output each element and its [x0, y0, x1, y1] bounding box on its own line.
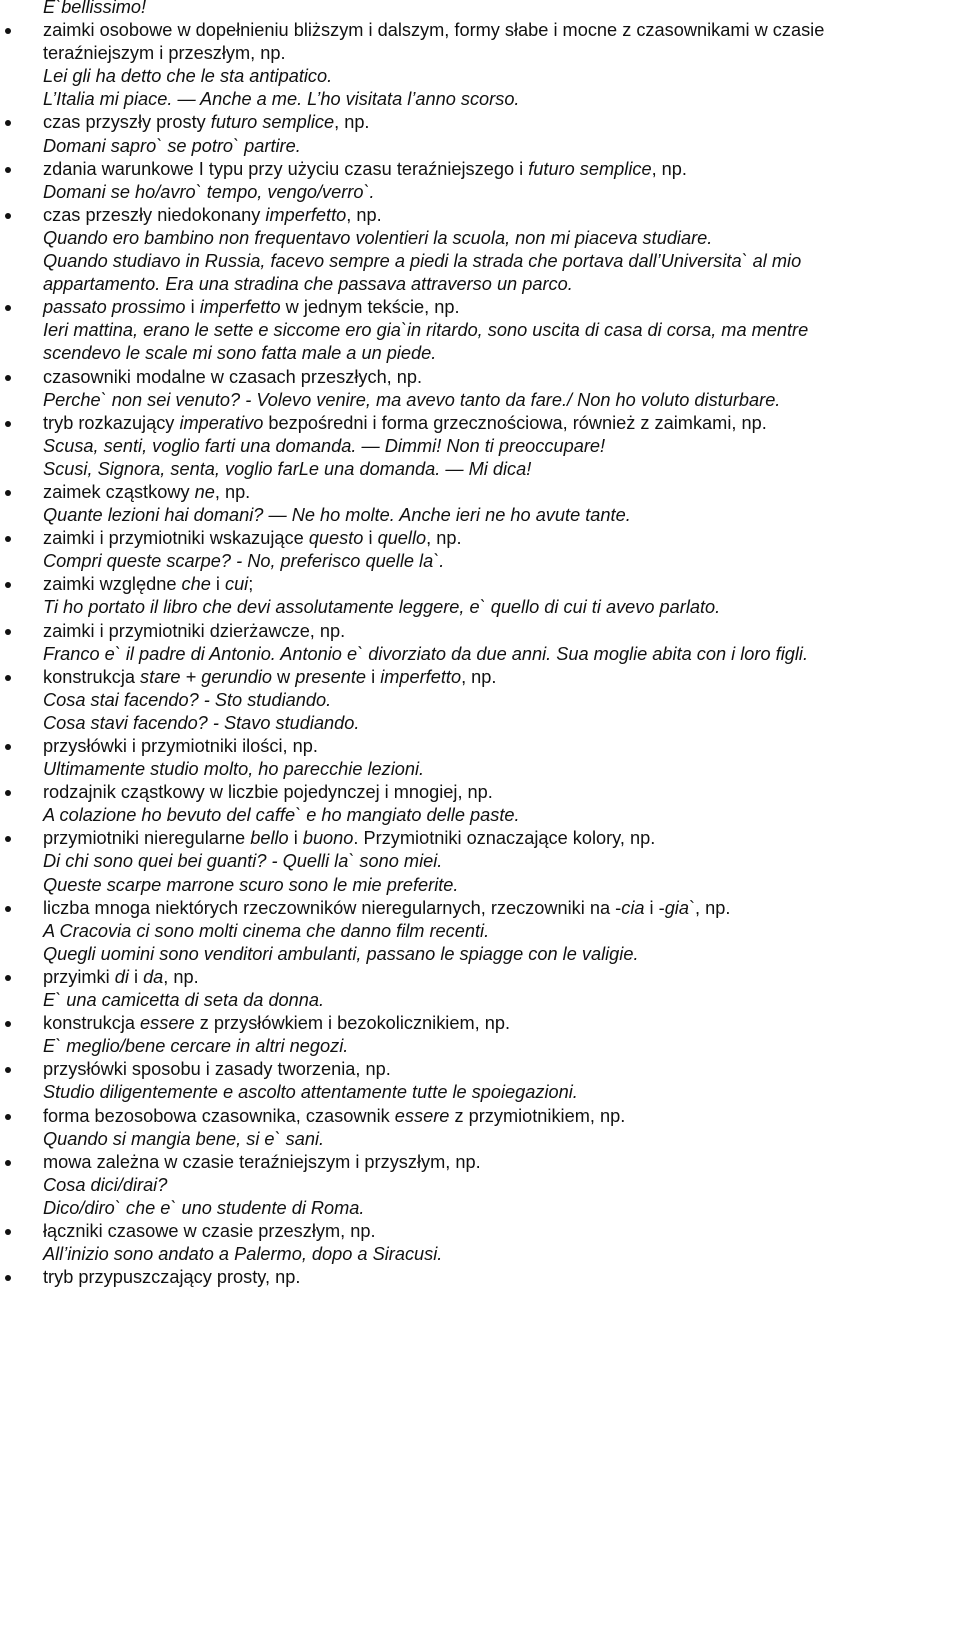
text-segment: przysłówki sposobu i zasady tworzenia, np.	[43, 1059, 391, 1080]
italic-text: Ieri mattina, erano le sette e siccome ero gia`in ritardo, sono uscita di casa di corsa, ma mentre	[43, 320, 809, 341]
bullet-icon	[5, 975, 11, 981]
italic-text: futuro semplice	[528, 158, 652, 179]
text-segment: w jednym tekście, np.	[280, 297, 460, 318]
text-segment: konstrukcja	[43, 1013, 141, 1034]
text-segment: zaimek cząstkowy	[43, 481, 195, 502]
italic-text: Cosa stavi facendo? - Stavo studiando.	[43, 712, 360, 733]
italic-text: cia	[621, 897, 645, 918]
bullet-icon	[5, 120, 11, 126]
italic-text: appartamento. Era una stradina che passava attraverso un parco.	[43, 274, 573, 295]
bullet-icon	[5, 582, 11, 588]
bullet-icon	[5, 906, 11, 912]
text-segment: z przymiotnikiem, np.	[449, 1105, 626, 1126]
text-segment: przyimki	[43, 966, 115, 987]
text-segment: czas przeszły niedokonany	[43, 204, 266, 225]
bullet-icon	[5, 675, 11, 681]
italic-text: Domani se ho/avro` tempo, vengo/verro`.	[43, 181, 375, 202]
bullet-icon	[5, 744, 11, 750]
italic-text: Scusi, Signora, senta, voglio farLe una domanda. — Mi dica!	[43, 458, 532, 479]
bullet-icon	[5, 1067, 11, 1073]
text-segment: ;	[248, 574, 254, 595]
text-segment: , np.	[214, 481, 251, 502]
text-segment: i -	[644, 897, 665, 918]
bullet-icon	[5, 629, 11, 635]
bullet-icon	[5, 1021, 11, 1027]
text-segment: zaimki osobowe w dopełnieniu bliższym i dalszym, formy słabe i mocne z czasownikami w czasie	[43, 20, 825, 41]
text-segment: z przysłówkiem i bezokolicznikiem, np.	[194, 1013, 510, 1034]
italic-text: Domani sapro` se potro` partire.	[43, 135, 301, 156]
text-segment: przymiotniki nieregularne	[43, 828, 251, 849]
bullet-icon	[5, 536, 11, 542]
text-segment: konstrukcja	[43, 666, 141, 687]
text-segment: , np.	[334, 112, 370, 133]
text-segment: tryb rozkazujący	[43, 412, 180, 433]
italic-text: da	[143, 966, 164, 987]
italic-text: bello	[250, 828, 289, 849]
italic-text: Cosa dici/dirai?	[43, 1174, 168, 1195]
italic-text: Quegli uomini sono venditori ambulanti, passano le spiagge con le valigie.	[43, 943, 639, 964]
italic-text: E`bellissimo!	[43, 0, 147, 17]
italic-text: essere	[394, 1105, 450, 1126]
bullet-icon	[5, 790, 11, 796]
italic-text: Studio diligentemente e ascolto attentamente tutte le spoiegazioni.	[43, 1082, 578, 1103]
italic-text: gia	[664, 897, 689, 918]
italic-text: Queste scarpe marrone scuro sono le mie preferite.	[43, 874, 459, 895]
italic-text: presente	[295, 666, 367, 687]
italic-text: Compri queste scarpe? - No, preferisco quelle la`.	[43, 551, 445, 572]
text-segment: i	[185, 297, 200, 318]
text-segment: i	[366, 666, 381, 687]
italic-text: Dico/diro` che e` uno studente di Roma.	[43, 1197, 365, 1218]
italic-text: Lei gli ha detto che le sta antipatico.	[43, 66, 333, 87]
text-segment: i	[128, 966, 144, 987]
text-segment: zaimki i przymiotniki wskazujące	[43, 528, 309, 549]
bullet-icon	[5, 305, 11, 311]
italic-text: imperativo	[179, 412, 264, 433]
italic-text: E` una camicetta di seta da donna.	[43, 990, 325, 1011]
italic-text: quello	[377, 528, 427, 549]
text-segment: , np.	[346, 204, 382, 225]
italic-text: All’inizio sono andato a Palermo, dopo a Siracusi.	[43, 1244, 443, 1265]
text-segment: , np.	[426, 528, 462, 549]
text-segment: forma bezosobowa czasownika, czasownik	[43, 1105, 395, 1126]
bullet-icon	[5, 490, 11, 496]
bullet-icon	[5, 1114, 11, 1120]
italic-text: imperfetto	[265, 204, 347, 225]
text-segment: czasowniki modalne w czasach przeszłych, np.	[43, 366, 423, 387]
italic-text: futuro semplice	[210, 112, 335, 133]
text-segment: zaimki względne	[43, 574, 182, 595]
text-segment: rodzajnik cząstkowy w liczbie pojedynczej i mnogiej, np.	[43, 782, 493, 803]
italic-text: ne	[194, 481, 215, 502]
italic-text: passato prossimo	[43, 297, 186, 318]
text-segment: . Przymiotniki oznaczające kolory, np.	[353, 828, 656, 849]
italic-text: L’Italia mi piace. — Anche a me. L’ho visitata l’anno scorso.	[43, 89, 520, 110]
text-segment: , np.	[163, 966, 199, 987]
text-segment: łączniki czasowe w czasie przeszłym, np.	[43, 1220, 376, 1241]
text-segment: zaimki i przymiotniki dzierżawcze, np.	[43, 620, 346, 641]
text-segment: i	[210, 574, 225, 595]
text-segment: , np.	[461, 666, 497, 687]
text-segment: i	[288, 828, 303, 849]
italic-text: Perche` non sei venuto? - Volevo venire, ma avevo tanto da fare./ Non ho voluto disturbare.	[43, 389, 781, 410]
bullet-icon	[5, 836, 11, 842]
italic-text: A Cracovia ci sono molti cinema che danno film recenti.	[43, 920, 490, 941]
text-segment: teraźniejszym i przeszłym, np.	[43, 43, 286, 64]
italic-text: Cosa stai facendo? - Sto studiando.	[43, 689, 332, 710]
text-segment: bezpośredni i forma grzecznościowa, również z zaimkami, np.	[263, 412, 767, 433]
italic-text: Quando ero bambino non frequentavo volentieri la scuola, non mi piaceva studiare.	[43, 227, 713, 248]
text-segment: liczba mnoga niektórych rzeczowników nieregularnych, rzeczowniki na -	[43, 897, 622, 918]
italic-text: Franco e` il padre di Antonio. Antonio e` divorziato da due anni. Sua moglie abita con i loro figli.	[43, 643, 808, 664]
bullet-icon	[5, 1160, 11, 1166]
bullet-list-item	[0, 1263, 960, 1291]
text-segment: , np.	[651, 158, 687, 179]
text-segment: czas przyszły prosty	[43, 112, 211, 133]
italic-text: che	[181, 574, 211, 595]
text-segment: w	[272, 666, 296, 687]
text-segment: i	[363, 528, 378, 549]
italic-text: Quando si mangia bene, si e` sani.	[43, 1128, 325, 1149]
italic-text: A colazione ho bevuto del caffe` e ho mangiato delle paste.	[43, 805, 520, 826]
bullet-icon	[5, 1229, 11, 1235]
italic-text: imperfetto	[199, 297, 281, 318]
text-segment: mowa zależna w czasie teraźniejszym i przyszłym, np.	[43, 1151, 481, 1172]
italic-text: Ti ho portato il libro che devi assolutamente leggere, e` quello di cui ti avevo parlato.	[43, 597, 721, 618]
italic-text: Quante lezioni hai domani? — Ne ho molte. Anche ieri ne ho avute tante.	[43, 505, 631, 526]
italic-text: E` meglio/bene cercare in altri negozi.	[43, 1036, 349, 1057]
italic-text: Di chi sono quei bei guanti? - Quelli la` sono miei.	[43, 851, 443, 872]
italic-text: questo	[308, 528, 364, 549]
italic-text: Scusa, senti, voglio farti una domanda. — Dimmi! Non ti preoccupare!	[43, 435, 606, 456]
italic-text: essere	[140, 1013, 195, 1034]
text-segment: zdania warunkowe I typu przy użyciu czasu teraźniejszego i	[43, 158, 529, 179]
bullet-icon	[5, 1275, 11, 1281]
text-segment: `, np.	[688, 897, 731, 918]
text-segment: tryb przypuszczający prosty, np.	[43, 1267, 301, 1288]
bullet-icon	[5, 421, 11, 427]
italic-text: imperfetto	[380, 666, 462, 687]
bullet-icon	[5, 167, 11, 173]
italic-text: cui	[224, 574, 249, 595]
italic-text: Ultimamente studio molto, ho parecchie lezioni.	[43, 759, 425, 780]
bullet-icon	[5, 375, 11, 381]
italic-text: buono	[302, 828, 354, 849]
bullet-icon	[5, 28, 11, 34]
text-segment: przysłówki i przymiotniki ilości, np.	[43, 736, 318, 756]
italic-text: stare + gerundio	[140, 666, 272, 687]
bullet-icon	[5, 213, 11, 219]
italic-text: Quando studiavo in Russia, facevo sempre a piedi la strada che portava dall’Universita` al mio	[43, 251, 802, 272]
italic-text: scendevo le scale mi sono fatta male a un piede.	[43, 343, 437, 364]
italic-text: di	[114, 966, 129, 987]
